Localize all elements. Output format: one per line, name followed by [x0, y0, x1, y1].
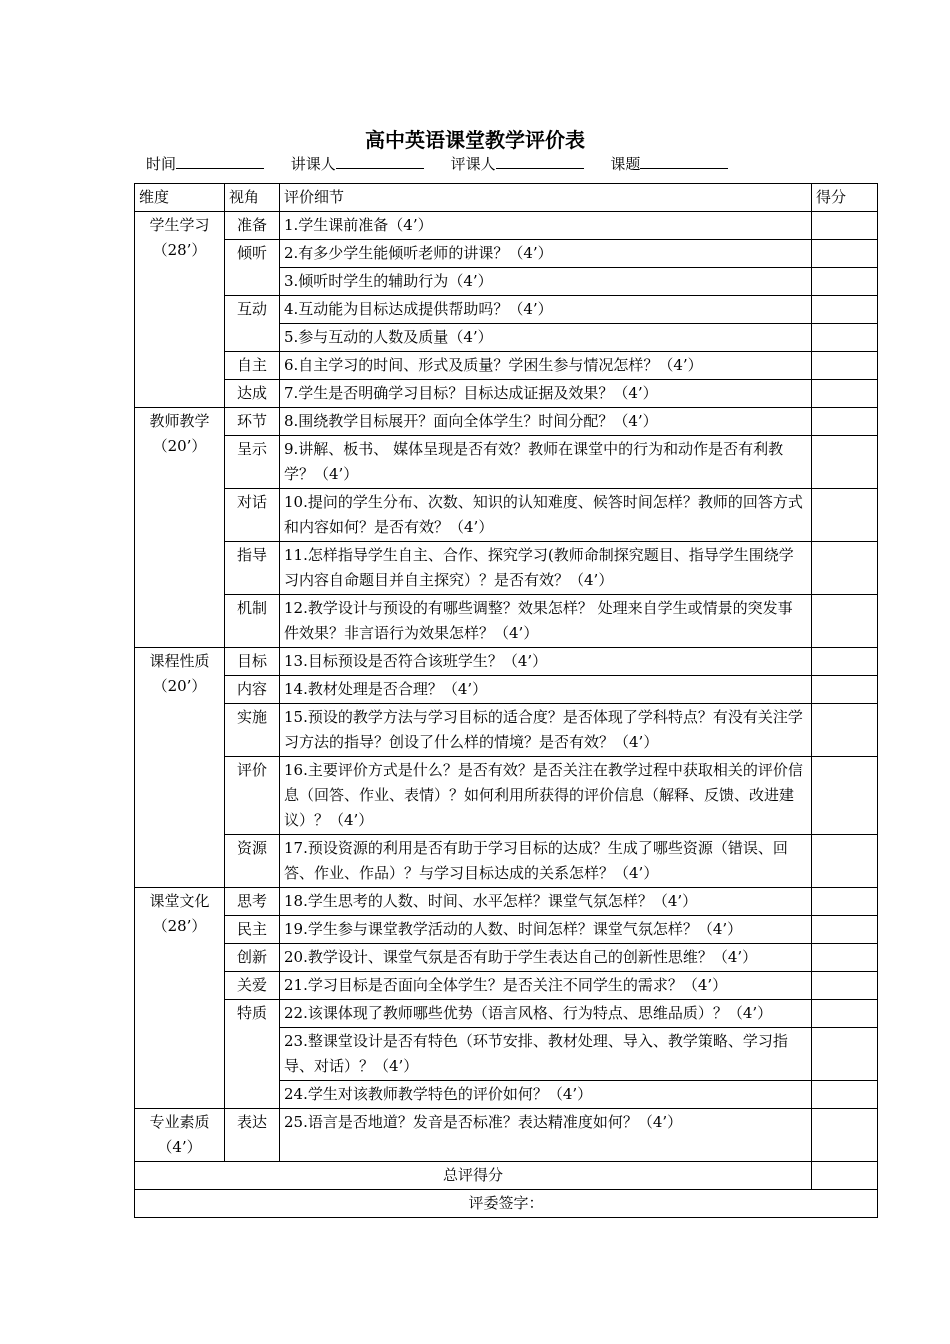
detail-cell: 3.倾听时学生的辅助行为（4’）: [280, 268, 812, 296]
score-cell[interactable]: [812, 704, 878, 757]
topic-blank[interactable]: [640, 154, 728, 169]
dimension-points: （28’）: [152, 917, 207, 935]
evaluator-blank[interactable]: [496, 154, 584, 169]
view-cell: 关爱: [225, 972, 280, 1000]
detail-cell: 11.怎样指导学生自主、合作、探究学习(教师命制探究题目、指导学生围绕学习内容自命题目并自主探究）？是否有效？（4’）: [280, 542, 812, 595]
table-row: [135, 380, 878, 408]
score-cell[interactable]: [812, 757, 878, 835]
view-cell: 互动: [225, 296, 280, 352]
view-cell: 表达: [225, 1109, 280, 1162]
detail-cell: 24.学生对该教师教学特色的评价如何？（4’）: [280, 1081, 812, 1109]
evaluation-table: [134, 183, 878, 1218]
score-cell[interactable]: [812, 296, 878, 324]
table-row: [135, 352, 878, 380]
table-row: [135, 944, 878, 972]
score-cell[interactable]: [812, 352, 878, 380]
table-row: [135, 296, 878, 324]
table-row: [135, 757, 878, 835]
col-score: 得分: [812, 184, 878, 212]
detail-cell: 14.教材处理是否合理？（4’）: [280, 676, 812, 704]
time-field[interactable]: [146, 153, 264, 174]
detail-cell: 9.讲解、板书、 媒体呈现是否有效？教师在课堂中的行为和动作是否有利教学？（4’）: [280, 436, 812, 489]
topic-label: 课题: [610, 155, 641, 173]
detail-cell: 8.围绕教学目标展开？面向全体学生？时间分配？（4’）: [280, 408, 812, 436]
detail-cell: 1.学生课前准备（4’）: [280, 212, 812, 240]
detail-cell: 4.互动能为目标达成提供帮助吗？（4’）: [280, 296, 812, 324]
detail-cell: 25.语言是否地道？发音是否标准？表达精准度如何？（4’）: [280, 1109, 812, 1162]
score-cell[interactable]: [812, 888, 878, 916]
table-row: [135, 835, 878, 888]
dimension-points: （20’）: [152, 437, 207, 455]
view-cell: 内容: [225, 676, 280, 704]
dimension-cell: [135, 212, 225, 408]
score-cell[interactable]: [812, 212, 878, 240]
col-dimension: 维度: [135, 184, 225, 212]
view-cell: 思考: [225, 888, 280, 916]
table-row: [135, 1000, 878, 1028]
col-view: 视角: [225, 184, 280, 212]
view-cell: 呈示: [225, 436, 280, 489]
topic-field[interactable]: [610, 153, 728, 174]
view-cell: 目标: [225, 648, 280, 676]
view-cell: 民主: [225, 916, 280, 944]
time-label: 时间: [146, 155, 177, 173]
detail-cell: 18.学生思考的人数、时间、水平怎样？课堂气氛怎样？（4’）: [280, 888, 812, 916]
table-row: [135, 489, 878, 542]
score-cell[interactable]: [812, 1081, 878, 1109]
dimension-cell: [135, 1109, 225, 1162]
detail-cell: 15.预设的教学方法与学习目标的适合度？是否体现了学科特点？有没有关注学习方法的指导？创设了什么样的情境？是否有效？（4’）: [280, 704, 812, 757]
signature-row: [135, 1190, 878, 1218]
lecturer-field[interactable]: [291, 153, 424, 174]
table-row: [135, 408, 878, 436]
score-cell[interactable]: [812, 835, 878, 888]
score-cell[interactable]: [812, 436, 878, 489]
view-cell: 达成: [225, 380, 280, 408]
view-cell: 指导: [225, 542, 280, 595]
dimension-name: 学生学习: [149, 216, 210, 234]
table-row: [135, 888, 878, 916]
score-cell[interactable]: [812, 972, 878, 1000]
score-cell[interactable]: [812, 944, 878, 972]
table-row: [135, 1109, 878, 1162]
dimension-name: 课堂文化: [149, 892, 210, 910]
dimension-points: （4’）: [157, 1138, 202, 1156]
score-cell[interactable]: [812, 408, 878, 436]
score-cell[interactable]: [812, 380, 878, 408]
detail-cell: 23.整课堂设计是否有特色（环节安排、教材处理、导入、教学策略、学习指导、对话）？（4’）: [280, 1028, 812, 1081]
table-row: [135, 595, 878, 648]
score-cell[interactable]: [812, 240, 878, 268]
view-cell: 倾听: [225, 240, 280, 296]
view-cell: 自主: [225, 352, 280, 380]
table-row: [135, 972, 878, 1000]
table-row: [135, 648, 878, 676]
judge-signature[interactable]: 评委签字：: [135, 1190, 878, 1218]
dimension-name: 教师教学: [149, 412, 210, 430]
view-cell: 资源: [225, 835, 280, 888]
view-cell: 机制: [225, 595, 280, 648]
view-cell: 评价: [225, 757, 280, 835]
score-cell[interactable]: [812, 489, 878, 542]
score-cell[interactable]: [812, 268, 878, 296]
detail-cell: 12.教学设计与预设的有哪些调整？效果怎样？ 处理来自学生或情景的突发事件效果？非言语行为效果怎样？（4’）: [280, 595, 812, 648]
score-cell[interactable]: [812, 324, 878, 352]
view-cell: 实施: [225, 704, 280, 757]
page-title: 高中英语课堂教学评价表: [365, 128, 585, 152]
detail-cell: 20.教学设计、课堂气氛是否有助于学生表达自己的创新性思维？（4’）: [280, 944, 812, 972]
score-cell[interactable]: [812, 595, 878, 648]
table-row: [135, 916, 878, 944]
dimension-cell: [135, 648, 225, 888]
evaluator-label: 评课人: [450, 155, 496, 173]
dimension-points: （28’）: [152, 241, 207, 259]
detail-cell: 16.主要评价方式是什么？是否有效？是否关注在教学过程中获取相关的评价信息（回答、作业、表情）？如何利用所获得的评价信息（解释、反馈、改进建议）？（4’）: [280, 757, 812, 835]
time-blank[interactable]: [176, 154, 264, 169]
total-score-cell[interactable]: [812, 1162, 878, 1190]
score-cell[interactable]: [812, 916, 878, 944]
col-detail: 评价细节: [280, 184, 812, 212]
view-cell: 特质: [225, 1000, 280, 1109]
total-score-label: 总评得分: [135, 1162, 812, 1190]
table-row: [135, 542, 878, 595]
table-row: [135, 436, 878, 489]
dimension-cell: [135, 888, 225, 1109]
detail-cell: 17.预设资源的利用是否有助于学习目标的达成？生成了哪些资源（错误、回答、作业、作品）？与学习目标达成的关系怎样？（4’）: [280, 835, 812, 888]
table-header-row: [135, 184, 878, 212]
detail-cell: 7.学生是否明确学习目标？目标达成证据及效果？（4’）: [280, 380, 812, 408]
detail-cell: 13.目标预设是否符合该班学生？（4’）: [280, 648, 812, 676]
lecturer-label: 讲课人: [290, 155, 336, 173]
score-cell[interactable]: [812, 1028, 878, 1081]
detail-cell: 19.学生参与课堂教学活动的人数、时间怎样？课堂气氛怎样？（4’）: [280, 916, 812, 944]
score-cell[interactable]: [812, 648, 878, 676]
dimension-name: 课程性质: [149, 652, 210, 670]
dimension-cell: [135, 408, 225, 648]
score-cell[interactable]: [812, 1000, 878, 1028]
detail-cell: 5.参与互动的人数及质量（4’）: [280, 324, 812, 352]
detail-cell: 2.有多少学生能倾听老师的讲课？（4’）: [280, 240, 812, 268]
score-cell[interactable]: [812, 1109, 878, 1162]
total-row: [135, 1162, 878, 1190]
header-fields: [146, 153, 750, 174]
view-cell: 对话: [225, 489, 280, 542]
dimension-name: 专业素质: [149, 1113, 210, 1131]
table-row: [135, 704, 878, 757]
detail-cell: 21.学习目标是否面向全体学生？是否关注不同学生的需求？（4’）: [280, 972, 812, 1000]
dimension-points: （20’）: [152, 677, 207, 695]
score-cell[interactable]: [812, 542, 878, 595]
lecturer-blank[interactable]: [336, 154, 424, 169]
evaluator-field[interactable]: [451, 153, 584, 174]
detail-cell: 22.该课体现了教师哪些优势（语言风格、行为特点、思维品质）？（4’）: [280, 1000, 812, 1028]
table-row: [135, 240, 878, 268]
table-row: [135, 676, 878, 704]
view-cell: 环节: [225, 408, 280, 436]
score-cell[interactable]: [812, 676, 878, 704]
view-cell: 准备: [225, 212, 280, 240]
view-cell: 创新: [225, 944, 280, 972]
table-row: [135, 212, 878, 240]
detail-cell: 6.自主学习的时间、形式及质量？学困生参与情况怎样？（4’）: [280, 352, 812, 380]
detail-cell: 10.提问的学生分布、次数、知识的认知难度、候答时间怎样？教师的回答方式和内容如何？是否有效？（4’）: [280, 489, 812, 542]
